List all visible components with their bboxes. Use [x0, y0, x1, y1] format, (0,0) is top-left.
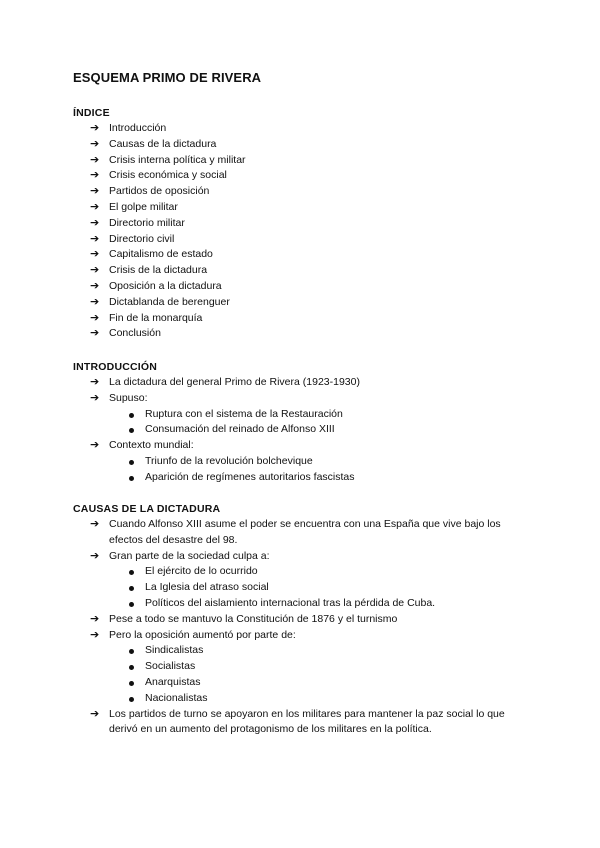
arrow-icon: ➔	[90, 549, 100, 562]
arrow-icon: ➔	[90, 376, 100, 388]
section-heading-indice: ÍNDICE	[73, 107, 110, 119]
arrow-icon: ➔	[90, 216, 100, 229]
arrow-icon: ➔	[90, 612, 100, 625]
sub-list-item: Consumación del reinado de Alfonso XIII	[0, 422, 600, 438]
arrow-icon: ➔	[90, 153, 100, 166]
bullet-icon	[129, 476, 134, 481]
bullet-icon	[129, 570, 134, 575]
list-item: ➔ Causas de la dictadura	[0, 137, 600, 153]
list-item: ➔ Los partidos de turno se apoyaron en los militares para mantener la paz social lo que derivó en un aumento del protagonismo de los militares en la política.	[90, 707, 505, 736]
list-item: ➔ Gran parte de la sociedad culpa a:	[0, 549, 600, 565]
list-item: ➔ Cuando Alfonso XIII asume el poder se encuentra con una España que vive bajo los efectos del desastre del 98.	[90, 518, 501, 546]
arrow-icon: ➔	[90, 518, 100, 530]
arrow-icon: ➔	[90, 137, 100, 150]
sub-list-item: Sindicalistas	[0, 643, 600, 659]
bullet-icon	[129, 460, 134, 465]
sub-list-item: Anarquistas	[0, 675, 600, 691]
arrow-icon: ➔	[90, 628, 100, 641]
sub-list-item: La Iglesia del atraso social	[0, 580, 600, 596]
list-item: ➔ Supuso:	[0, 391, 600, 407]
arrow-icon: ➔	[90, 391, 100, 404]
list-item: ➔ La dictadura del general Primo de Rivera (1923-1930)	[0, 375, 600, 391]
arrow-icon: ➔	[90, 707, 100, 720]
sub-list-item: Socialistas	[0, 659, 600, 675]
sub-list-item: Aparición de regímenes autoritarios fascistas	[0, 470, 600, 486]
bullet-icon	[129, 428, 134, 433]
section-heading-introduccion: INTRODUCCIÓN	[73, 361, 158, 373]
list-item: ➔ Pero la oposición aumentó por parte de:	[0, 628, 600, 644]
causas-list	[0, 517, 600, 738]
indice-list	[0, 121, 600, 342]
arrow-icon: ➔	[90, 439, 100, 452]
arrow-icon: ➔	[90, 122, 100, 134]
bullet-icon	[129, 413, 134, 418]
arrow-icon: ➔	[90, 327, 100, 340]
list-item: ➔ Pese a todo se mantuvo la Constitución de 1876 y el turnismo	[0, 612, 600, 628]
bullet-icon	[129, 586, 134, 591]
sub-list-item: El ejército de lo ocurrido	[0, 564, 600, 580]
arrow-icon: ➔	[90, 169, 100, 182]
list-item: ➔ Contexto mundial:	[0, 438, 600, 454]
arrow-icon: ➔	[90, 295, 100, 308]
list-item: ➔ Fin de la monarquía	[0, 311, 600, 327]
list-item: ➔ Introducción	[0, 121, 600, 137]
sub-list-item: Nacionalistas	[0, 691, 600, 707]
arrow-icon: ➔	[90, 232, 100, 245]
list-item: ➔ Crisis económica y social	[0, 168, 600, 184]
bullet-icon	[129, 681, 134, 686]
arrow-icon: ➔	[90, 200, 100, 213]
sub-list-item: Triunfo de la revolución bolchevique	[0, 454, 600, 470]
list-item: ➔ Capitalismo de estado	[0, 247, 600, 263]
introduccion-list	[0, 375, 600, 486]
list-item: ➔ Dictablanda de berenguer	[0, 295, 600, 311]
page-title: ESQUEMA PRIMO DE RIVERA	[73, 70, 262, 85]
arrow-icon: ➔	[90, 279, 100, 292]
sub-list-item: Políticos del aislamiento internacional tras la pérdida de Cuba.	[0, 596, 600, 612]
list-item: ➔ Conclusión	[0, 326, 600, 342]
list-item: ➔ Directorio civil	[0, 232, 600, 248]
arrow-icon: ➔	[90, 248, 100, 261]
list-item: ➔ Partidos de oposición	[0, 184, 600, 200]
arrow-icon: ➔	[90, 264, 100, 277]
bullet-icon	[129, 602, 134, 607]
list-item: ➔ Crisis de la dictadura	[0, 263, 600, 279]
bullet-icon	[129, 697, 134, 702]
section-heading-causas: CAUSAS DE LA DICTADURA	[73, 503, 221, 515]
list-item: ➔ El golpe militar	[0, 200, 600, 216]
arrow-icon: ➔	[90, 311, 100, 324]
list-item: ➔ Oposición a la dictadura	[0, 279, 600, 295]
arrow-icon: ➔	[90, 185, 100, 198]
bullet-icon	[129, 665, 134, 670]
bullet-icon	[129, 649, 134, 654]
list-item: ➔ Directorio militar	[0, 216, 600, 232]
sub-list-item: Ruptura con el sistema de la Restauración	[0, 407, 600, 423]
list-item: ➔ Crisis interna política y militar	[0, 153, 600, 169]
